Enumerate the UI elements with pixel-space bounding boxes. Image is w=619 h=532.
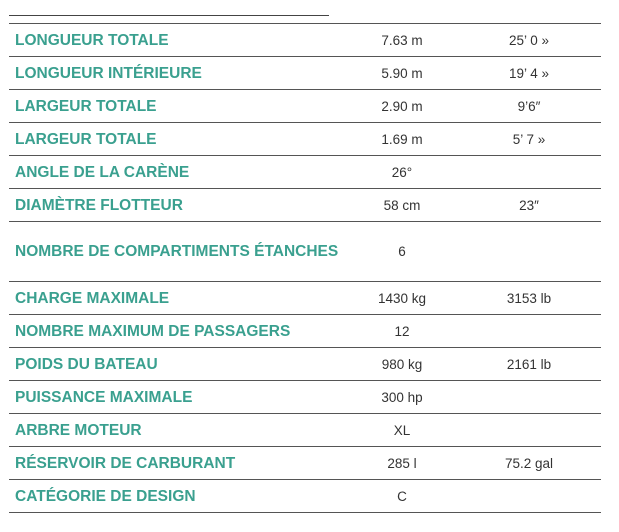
- spec-metric-value: 58 cm: [383, 197, 421, 213]
- spec-imperial-value: 19’ 4 »: [508, 65, 550, 81]
- spec-label: LONGUEUR TOTALE: [15, 31, 169, 49]
- spec-metric-value: 285 l: [387, 455, 417, 471]
- spec-row: [9, 414, 601, 447]
- spec-imperial-value: 23″: [519, 197, 539, 213]
- spec-metric-value: 7.63 m: [381, 32, 423, 48]
- spec-row: [9, 222, 601, 282]
- spec-row: [9, 24, 601, 57]
- spec-label: LARGEUR TOTALE: [15, 97, 157, 115]
- spec-label: PUISSANCE MAXIMALE: [15, 388, 193, 406]
- spec-label: RÉSERVOIR DE CARBURANT: [15, 454, 236, 472]
- spec-label: CHARGE MAXIMALE: [15, 289, 170, 307]
- spec-imperial-value: 9’6″: [517, 98, 541, 114]
- spec-metric-value: 980 kg: [381, 356, 423, 372]
- spec-label: DIAMÈTRE FLOTTEUR: [15, 196, 183, 214]
- spec-row: [9, 282, 601, 315]
- spec-imperial-value: 3153 lb: [506, 290, 552, 306]
- spec-table: [9, 23, 601, 513]
- spec-row: [9, 90, 601, 123]
- spec-imperial-value: 75.2 gal: [504, 455, 554, 471]
- spec-row: [9, 348, 601, 381]
- spec-metric-value: 2.90 m: [381, 98, 423, 114]
- spec-imperial-value: 5’ 7 »: [512, 131, 546, 147]
- spec-metric-value: 5.90 m: [381, 65, 423, 81]
- top-divider: [9, 15, 329, 16]
- spec-row: [9, 447, 601, 480]
- spec-imperial-value: 2161 lb: [506, 356, 552, 372]
- spec-metric-value: 300 hp: [381, 389, 423, 405]
- spec-metric-value: 12: [394, 323, 410, 339]
- spec-metric-value: 26°: [391, 164, 413, 180]
- spec-row: [9, 156, 601, 189]
- spec-row: [9, 480, 601, 513]
- spec-metric-value: 1.69 m: [381, 131, 423, 147]
- spec-label: NOMBRE MAXIMUM DE PASSAGERS: [15, 322, 291, 340]
- spec-metric-value: XL: [393, 422, 411, 438]
- spec-row: [9, 57, 601, 90]
- spec-metric-value: 6: [398, 244, 406, 259]
- spec-row: [9, 381, 601, 414]
- spec-metric-value: 1430 kg: [377, 290, 427, 306]
- spec-metric-value: C: [397, 488, 407, 504]
- spec-label: NOMBRE DE COMPARTIMENTS ÉTANCHES: [15, 243, 339, 260]
- spec-label: ANGLE DE LA CARÈNE: [15, 163, 190, 181]
- spec-label: POIDS DU BATEAU: [15, 355, 158, 373]
- spec-row: [9, 189, 601, 222]
- spec-row: [9, 315, 601, 348]
- spec-label: ARBRE MOTEUR: [15, 421, 142, 439]
- spec-label: LARGEUR TOTALE: [15, 130, 157, 148]
- spec-label: CATÉGORIE DE DESIGN: [15, 487, 196, 505]
- spec-imperial-value: 25’ 0 »: [508, 32, 550, 48]
- spec-label: LONGUEUR INTÉRIEURE: [15, 64, 202, 82]
- spec-row: [9, 123, 601, 156]
